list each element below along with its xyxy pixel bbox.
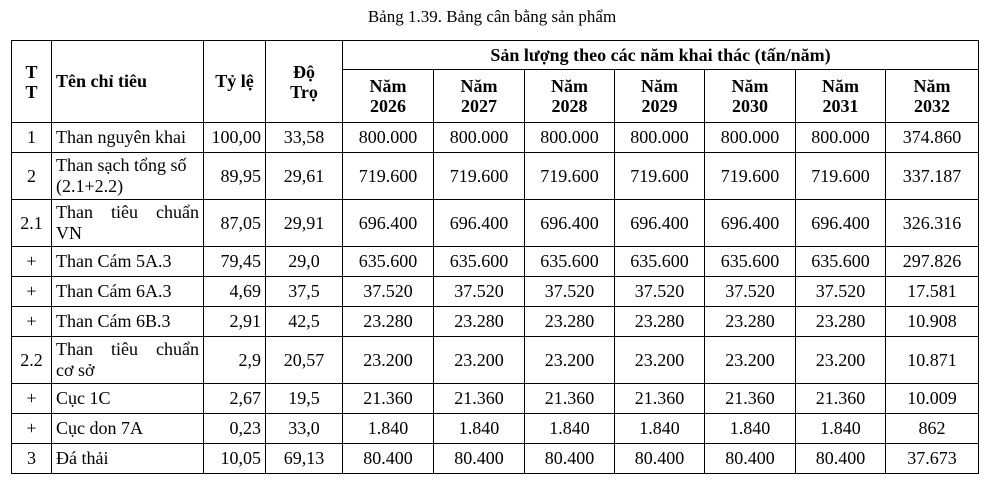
row-year-value: 635.600 — [343, 247, 434, 277]
row-year-value: 37.520 — [434, 277, 525, 307]
row-year-value: 37.673 — [886, 444, 979, 474]
row-year-value: 696.400 — [796, 200, 886, 247]
header-year-0 — [343, 70, 434, 123]
header-year-value: 2028 — [551, 96, 588, 116]
row-year-value: 719.600 — [796, 153, 886, 200]
row-tt: 3 — [12, 444, 52, 474]
row-tt: + — [12, 414, 52, 444]
header-year-label: Năm — [822, 76, 859, 96]
table-row — [12, 337, 979, 384]
header-year-label: Năm — [641, 76, 678, 96]
row-year-value: 297.826 — [886, 247, 979, 277]
header-year-3 — [615, 70, 705, 123]
header-tt — [12, 41, 52, 123]
row-ratio: 87,05 — [204, 200, 266, 247]
row-year-value: 337.187 — [886, 153, 979, 200]
row-name-word: Than — [56, 339, 93, 359]
row-name — [52, 337, 204, 384]
row-year-value: 1.840 — [343, 414, 434, 444]
row-tt: 1 — [12, 123, 52, 153]
row-year-value: 21.360 — [705, 384, 796, 414]
row-year-value: 23.280 — [434, 307, 525, 337]
row-ash: 42,5 — [266, 307, 343, 337]
row-year-value: 1.840 — [615, 414, 705, 444]
row-year-value: 23.280 — [705, 307, 796, 337]
row-name-line2: VN — [56, 223, 82, 243]
row-year-value: 80.400 — [796, 444, 886, 474]
row-year-value: 37.520 — [796, 277, 886, 307]
row-name: Than Cám 6A.3 — [52, 277, 204, 307]
row-name — [52, 200, 204, 247]
row-year-value: 635.600 — [705, 247, 796, 277]
row-ratio: 2,67 — [204, 384, 266, 414]
table-row — [12, 444, 979, 474]
row-year-value: 1.840 — [525, 414, 615, 444]
header-year-value: 2026 — [370, 96, 406, 116]
row-tt: + — [12, 247, 52, 277]
header-year-value: 2032 — [914, 96, 951, 116]
table-row — [12, 200, 979, 247]
header-tt-line2: T — [25, 81, 38, 102]
header-year-value: 2030 — [732, 96, 768, 116]
row-tt: + — [12, 384, 52, 414]
header-year-value: 2031 — [822, 96, 859, 116]
row-name-word: Than — [56, 202, 93, 222]
row-year-value: 17.581 — [886, 277, 979, 307]
row-year-value: 696.400 — [434, 200, 525, 247]
row-year-value: 80.400 — [705, 444, 796, 474]
row-year-value: 635.600 — [434, 247, 525, 277]
row-year-value: 719.600 — [705, 153, 796, 200]
row-ash: 33,58 — [266, 123, 343, 153]
row-name-word: tiêu — [111, 339, 138, 359]
row-year-value: 80.400 — [525, 444, 615, 474]
row-year-value: 23.200 — [705, 337, 796, 384]
header-year-value: 2029 — [641, 96, 678, 116]
row-ash: 29,91 — [266, 200, 343, 247]
row-year-value: 800.000 — [434, 123, 525, 153]
table-row — [12, 277, 979, 307]
row-name-word: chuẩn — [156, 339, 199, 359]
row-name-line2: cơ sở — [56, 360, 95, 380]
row-year-value: 23.200 — [343, 337, 434, 384]
row-ratio: 89,95 — [204, 153, 266, 200]
row-year-value: 719.600 — [343, 153, 434, 200]
row-year-value: 80.400 — [434, 444, 525, 474]
row-ratio: 0,23 — [204, 414, 266, 444]
row-year-value: 862 — [886, 414, 979, 444]
row-ash: 29,0 — [266, 247, 343, 277]
row-ratio: 2,9 — [204, 337, 266, 384]
row-tt: 2.2 — [12, 337, 52, 384]
row-ratio: 10,05 — [204, 444, 266, 474]
row-year-value: 696.400 — [343, 200, 434, 247]
header-year-2 — [525, 70, 615, 123]
row-year-value: 37.520 — [615, 277, 705, 307]
row-year-value: 635.600 — [615, 247, 705, 277]
header-ratio: Tỷ lệ — [204, 41, 266, 123]
row-ratio: 79,45 — [204, 247, 266, 277]
row-tt: + — [12, 307, 52, 337]
row-year-value: 326.316 — [886, 200, 979, 247]
row-year-value: 37.520 — [525, 277, 615, 307]
row-name — [52, 153, 204, 200]
row-name: Đá thải — [52, 444, 204, 474]
row-year-value: 10.908 — [886, 307, 979, 337]
table-row — [12, 247, 979, 277]
row-year-value: 10.871 — [886, 337, 979, 384]
row-name-line1 — [56, 339, 199, 360]
row-ratio: 4,69 — [204, 277, 266, 307]
row-year-value: 696.400 — [525, 200, 615, 247]
row-year-value: 696.400 — [705, 200, 796, 247]
product-balance-table — [11, 40, 979, 474]
header-year-6 — [886, 70, 979, 123]
row-tt: 2.1 — [12, 200, 52, 247]
row-name: Than Cám 6B.3 — [52, 307, 204, 337]
row-year-value: 21.360 — [434, 384, 525, 414]
row-ash: 37,5 — [266, 277, 343, 307]
row-year-value: 21.360 — [796, 384, 886, 414]
row-ash: 19,5 — [266, 384, 343, 414]
row-tt: + — [12, 277, 52, 307]
header-year-4 — [705, 70, 796, 123]
row-name: Cục don 7A — [52, 414, 204, 444]
row-ash: 33,0 — [266, 414, 343, 444]
header-ash — [266, 41, 343, 123]
header-ash-line2: Trọ — [290, 81, 318, 102]
table-row — [12, 123, 979, 153]
header-year-value: 2027 — [461, 96, 497, 116]
row-name: Cục 1C — [52, 384, 204, 414]
header-year-label: Năm — [460, 76, 498, 96]
header-ash-line1: Độ — [293, 61, 315, 82]
row-year-value: 696.400 — [615, 200, 705, 247]
header-year-1 — [434, 70, 525, 123]
row-tt: 2 — [12, 153, 52, 200]
header-name: Tên chỉ tiêu — [52, 41, 204, 123]
table-row — [12, 307, 979, 337]
header-year-label: Năm — [731, 76, 769, 96]
row-year-value: 800.000 — [525, 123, 615, 153]
row-name: Than Cám 5A.3 — [52, 247, 204, 277]
row-year-value: 37.520 — [343, 277, 434, 307]
row-year-value: 719.600 — [434, 153, 525, 200]
row-name: Than nguyên khai — [52, 123, 204, 153]
row-name-line2: (2.1+2.2) — [56, 176, 124, 196]
header-year-label: Năm — [369, 76, 407, 96]
table-caption: Bảng 1.39. Bảng cân bằng sản phẩm — [367, 7, 617, 26]
row-year-value: 800.000 — [343, 123, 434, 153]
header-year-5 — [796, 70, 886, 123]
row-ash: 20,57 — [266, 337, 343, 384]
row-ratio: 2,91 — [204, 307, 266, 337]
row-year-value: 23.200 — [796, 337, 886, 384]
row-year-value: 719.600 — [525, 153, 615, 200]
row-year-value: 80.400 — [615, 444, 705, 474]
header-year-label: Năm — [913, 76, 951, 96]
row-ash: 69,13 — [266, 444, 343, 474]
row-year-value: 80.400 — [343, 444, 434, 474]
row-year-value: 800.000 — [615, 123, 705, 153]
row-year-value: 21.360 — [615, 384, 705, 414]
row-year-value: 23.200 — [525, 337, 615, 384]
row-year-value: 21.360 — [525, 384, 615, 414]
header-tt-line1: T — [25, 61, 38, 82]
row-name-line1 — [56, 202, 199, 223]
header-year-label: Năm — [551, 76, 588, 96]
row-year-value: 23.200 — [615, 337, 705, 384]
row-year-value: 1.840 — [434, 414, 525, 444]
header-output-group: Sản lượng theo các năm khai thác (tấn/năm) — [343, 41, 979, 70]
row-year-value: 719.600 — [615, 153, 705, 200]
row-year-value: 23.280 — [525, 307, 615, 337]
row-ratio: 100,00 — [204, 123, 266, 153]
table-row — [12, 153, 979, 200]
row-year-value: 635.600 — [525, 247, 615, 277]
row-year-value: 800.000 — [796, 123, 886, 153]
table-row — [12, 414, 979, 444]
row-year-value: 23.280 — [615, 307, 705, 337]
row-year-value: 23.280 — [343, 307, 434, 337]
row-year-value: 10.009 — [886, 384, 979, 414]
row-ash: 29,61 — [266, 153, 343, 200]
row-year-value: 23.280 — [796, 307, 886, 337]
row-year-value: 37.520 — [705, 277, 796, 307]
row-name-word: tiêu — [111, 202, 138, 222]
row-year-value: 635.600 — [796, 247, 886, 277]
row-name-line1: Than sạch tổng số — [56, 155, 187, 175]
row-year-value: 800.000 — [705, 123, 796, 153]
table-row — [12, 384, 979, 414]
row-year-value: 374.860 — [886, 123, 979, 153]
row-year-value: 1.840 — [705, 414, 796, 444]
row-year-value: 21.360 — [343, 384, 434, 414]
row-name-word: chuẩn — [156, 202, 199, 222]
row-year-value: 23.200 — [434, 337, 525, 384]
row-year-value: 1.840 — [796, 414, 886, 444]
